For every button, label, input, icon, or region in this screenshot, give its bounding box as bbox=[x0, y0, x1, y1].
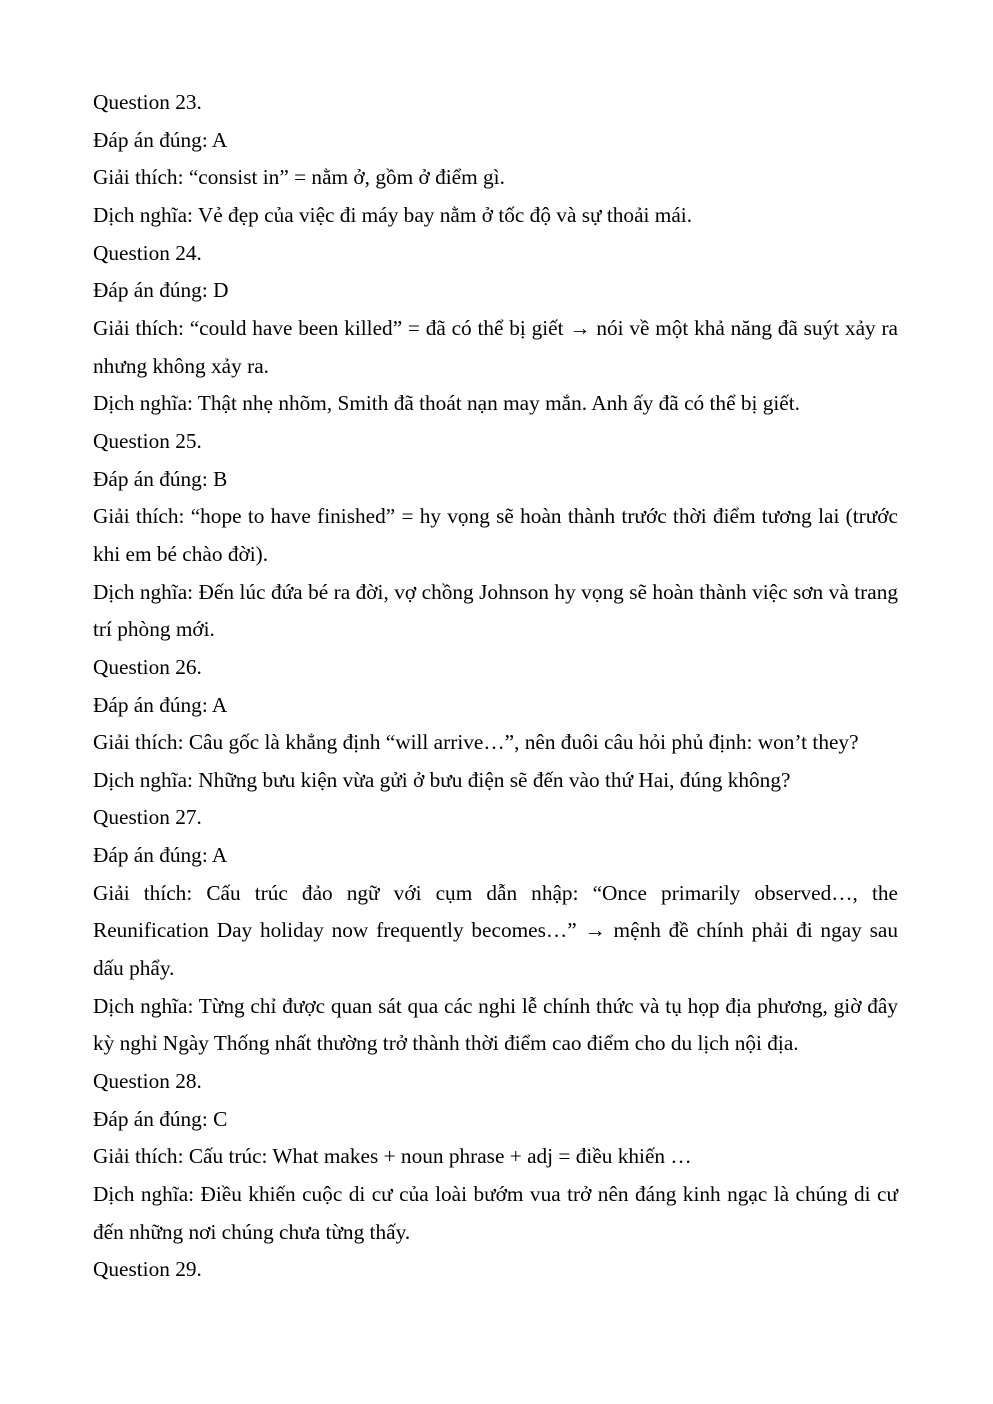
question-title: Question 24. bbox=[93, 240, 202, 265]
translation-line: Dịch nghĩa: Vẻ đẹp của việc đi máy bay nằm ở tốc độ và sự thoải mái. bbox=[93, 202, 693, 227]
answer-line: Đáp án đúng: B bbox=[93, 466, 228, 491]
answer-line: Đáp án đúng: D bbox=[93, 278, 229, 303]
answer-line: Đáp án đúng: A bbox=[93, 127, 228, 152]
question-block-24 bbox=[93, 235, 898, 423]
question-title: Question 29. bbox=[93, 1257, 202, 1282]
question-title: Question 28. bbox=[93, 1069, 202, 1094]
translation-line: Dịch nghĩa: Từng chỉ được quan sát qua các nghi lễ chính thức và tụ họp địa phương, giờ đây kỳ nghỉ Ngày Thống nhất thường trở thành thời điểm cao điểm cho du lịch nội địa. bbox=[93, 993, 898, 1056]
question-block-27 bbox=[93, 799, 898, 1063]
explanation-line: Giải thích: “could have been killed” = đã có thể bị giết → nói về một khả năng đã suýt xảy ra nhưng không xảy ra. bbox=[93, 315, 898, 378]
explanation-line: Giải thích: “consist in” = nằm ở, gồm ở điểm gì. bbox=[93, 165, 505, 190]
question-block-29 bbox=[93, 1251, 898, 1289]
answer-line: Đáp án đúng: A bbox=[93, 692, 228, 717]
translation-line: Dịch nghĩa: Những bưu kiện vừa gửi ở bưu điện sẽ đến vào thứ Hai, đúng không? bbox=[93, 767, 791, 792]
question-title: Question 23. bbox=[93, 90, 202, 114]
question-block-28 bbox=[93, 1063, 898, 1251]
question-block-23 bbox=[93, 84, 898, 235]
explanation-line: Giải thích: Cấu trúc: What makes + noun phrase + adj = điều khiến … bbox=[93, 1144, 692, 1169]
explanation-line: Giải thích: Cấu trúc đảo ngữ với cụm dẫn nhập: “Once primarily observed…, the Reunification Day holiday now frequently becomes…” → mệnh đề chính phải đi ngay sau dấu phẩy. bbox=[93, 880, 898, 981]
translation-line: Dịch nghĩa: Điều khiến cuộc di cư của loài bướm vua trở nên đáng kinh ngạc là chúng di cư đến những nơi chúng chưa từng thấy. bbox=[93, 1182, 898, 1244]
question-block-25 bbox=[93, 423, 898, 649]
question-block-26 bbox=[93, 649, 898, 800]
answer-line: Đáp án đúng: A bbox=[93, 843, 228, 868]
explanation-line: Giải thích: Câu gốc là khẳng định “will arrive…”, nên đuôi câu hỏi phủ định: won’t they? bbox=[93, 730, 859, 755]
question-title: Question 26. bbox=[93, 654, 202, 679]
explanation-line: Giải thích: “hope to have finished” = hy vọng sẽ hoàn thành trước thời điểm tương lai (trước khi em bé chào đời). bbox=[93, 504, 898, 566]
translation-line: Dịch nghĩa: Thật nhẹ nhõm, Smith đã thoát nạn may mắn. Anh ấy đã có thể bị giết. bbox=[93, 391, 800, 416]
question-title: Question 27. bbox=[93, 805, 202, 830]
answer-line: Đáp án đúng: C bbox=[93, 1106, 228, 1131]
translation-line: Dịch nghĩa: Đến lúc đứa bé ra đời, vợ chồng Johnson hy vọng sẽ hoàn thành việc sơn và trang trí phòng mới. bbox=[93, 579, 898, 642]
question-title: Question 25. bbox=[93, 428, 202, 453]
